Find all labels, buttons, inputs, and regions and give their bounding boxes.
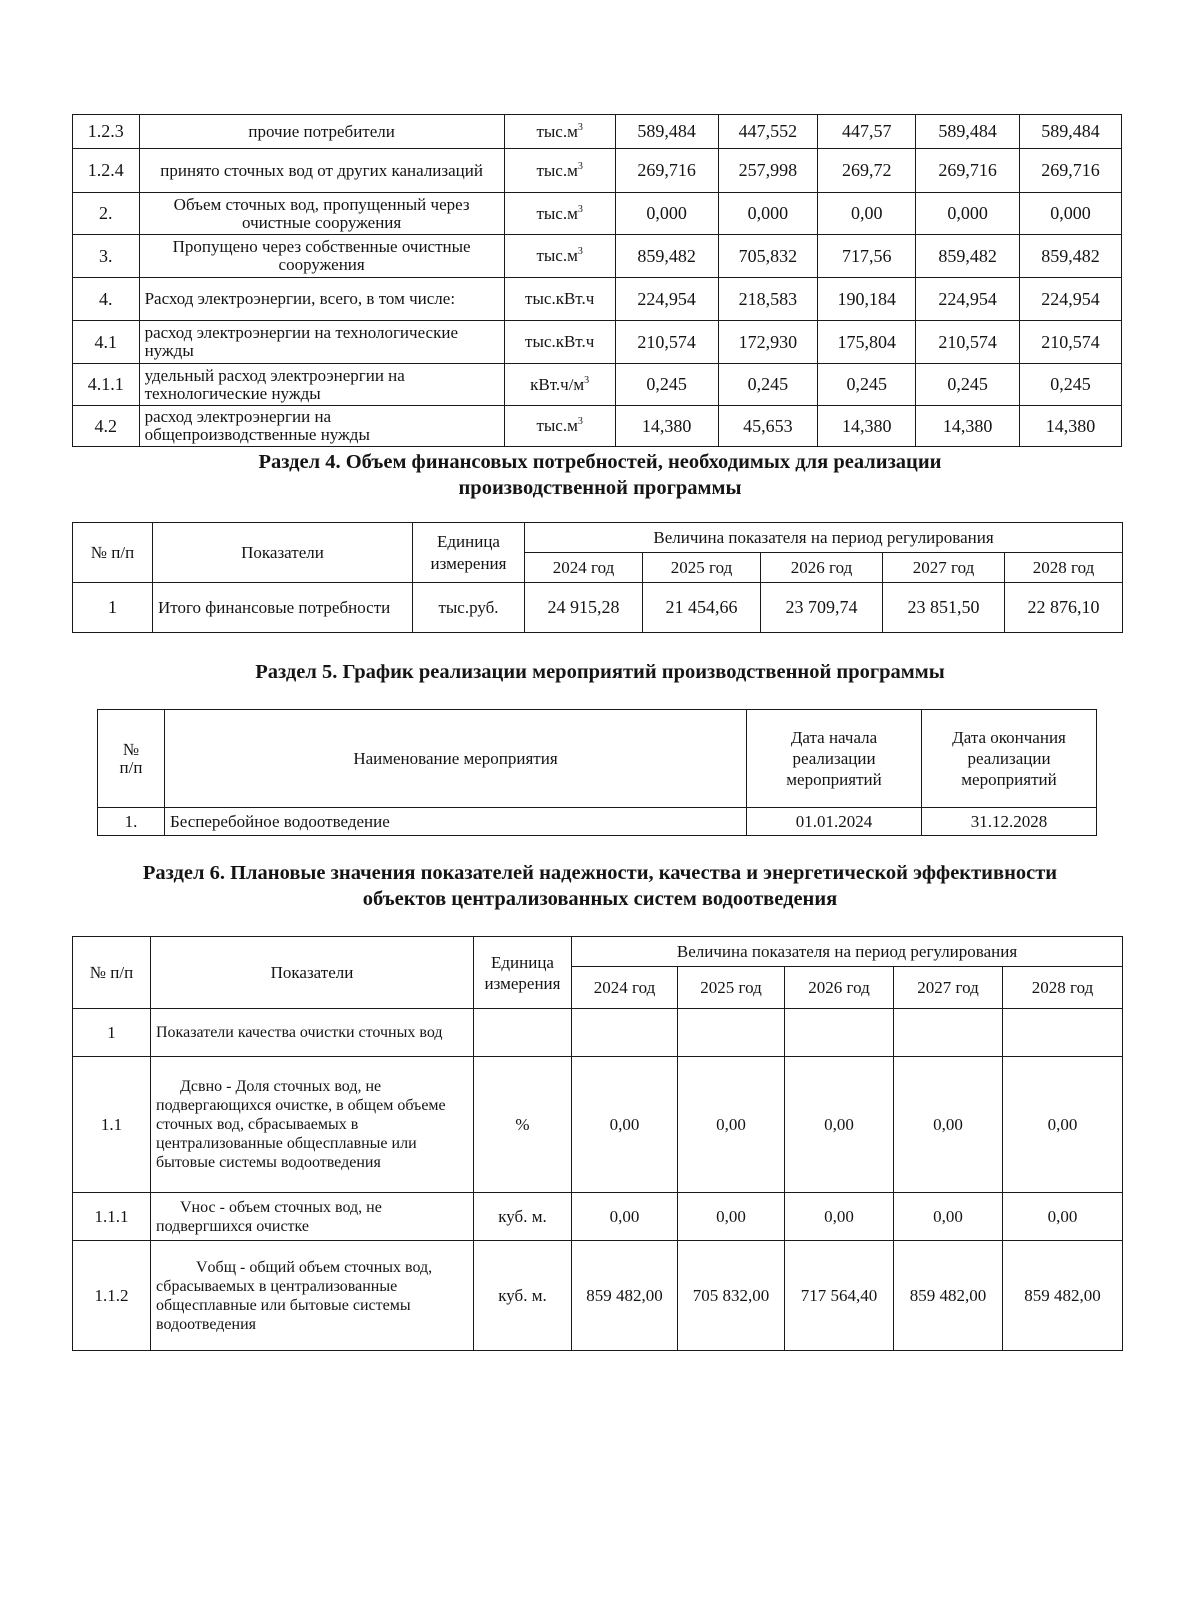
- value-cell: 0,00: [678, 1057, 785, 1193]
- col-indicator: Показатели: [153, 523, 413, 583]
- value-cell: 0,00: [894, 1193, 1003, 1241]
- col-num: № п/п: [73, 937, 151, 1009]
- row-number: 4.1: [73, 321, 140, 364]
- row-number: 4.1.1: [73, 364, 140, 406]
- indicator-name: Пропущено через собственные очистные сооружения: [139, 235, 504, 278]
- year-header: 2026 год: [761, 553, 883, 583]
- value-cell: 859,482: [1020, 235, 1122, 278]
- unit: [504, 321, 615, 364]
- table-financial-needs: [72, 522, 1123, 633]
- col-num: № п/п: [98, 710, 165, 808]
- col-start-date: Дата начала реализации мероприятий: [747, 710, 922, 808]
- value-cell: 0,245: [1020, 364, 1122, 406]
- unit: куб. м.: [474, 1241, 572, 1351]
- value-cell: 269,716: [615, 149, 718, 193]
- value-cell: 224,954: [615, 278, 718, 321]
- value-cell: 859 482,00: [894, 1241, 1003, 1351]
- indicator-name: Vнос - объем сточных вод, не подвергшихся очистке: [151, 1193, 474, 1241]
- unit-superscript: 3: [577, 203, 583, 215]
- table-row: [73, 235, 1122, 278]
- value-cell: [894, 1009, 1003, 1057]
- unit: [504, 406, 615, 447]
- unit-text: тыс.м: [536, 203, 578, 223]
- col-indicator: Показатели: [151, 937, 474, 1009]
- year-header: 2027 год: [894, 967, 1003, 1009]
- value-cell: 859 482,00: [572, 1241, 678, 1351]
- year-header: 2024 год: [572, 967, 678, 1009]
- unit: [504, 235, 615, 278]
- unit-text: тыс.м: [536, 246, 578, 265]
- value-cell: 589,484: [1020, 115, 1122, 149]
- value-cell: [1003, 1009, 1123, 1057]
- value-cell: 859,482: [615, 235, 718, 278]
- table-schedule: [97, 709, 1097, 836]
- value-cell: [572, 1009, 678, 1057]
- value-cell: [678, 1009, 785, 1057]
- unit-superscript: 3: [577, 121, 583, 133]
- col-period: Величина показателя на период регулирования: [572, 937, 1123, 967]
- value-cell: 269,716: [1020, 149, 1122, 193]
- value-cell: 172,930: [718, 321, 818, 364]
- value-cell: 447,552: [718, 115, 818, 149]
- unit-text: тыс.м: [536, 160, 578, 180]
- table-row: [73, 193, 1122, 235]
- value-cell: 705 832,00: [678, 1241, 785, 1351]
- value-cell: 14,380: [615, 406, 718, 447]
- value-cell: 14,380: [1020, 406, 1122, 447]
- value-cell: 224,954: [1020, 278, 1122, 321]
- table-row: [73, 364, 1122, 406]
- table-row: [73, 1009, 1123, 1057]
- indicator-name: удельный расход электроэнергии на технологические нужды: [139, 364, 504, 406]
- value-cell: 210,574: [916, 321, 1020, 364]
- end-date: 31.12.2028: [922, 808, 1097, 836]
- year-header: 2024 год: [525, 553, 643, 583]
- row-number: 1.2.3: [73, 115, 140, 149]
- value-cell: 210,574: [615, 321, 718, 364]
- value-cell: 224,954: [916, 278, 1020, 321]
- unit-text: тыс.кВт.ч: [525, 332, 595, 351]
- value-cell: 269,72: [818, 149, 916, 193]
- value-cell: 23 851,50: [883, 583, 1005, 633]
- start-date: 01.01.2024: [747, 808, 922, 836]
- value-cell: 0,00: [785, 1193, 894, 1241]
- indicator-name: Итого финансовые потребности: [153, 583, 413, 633]
- indicator-name: Объем сточных вод, пропущенный через очистные сооружения: [139, 193, 504, 235]
- table-row: [98, 808, 1097, 836]
- value-cell: 0,00: [894, 1057, 1003, 1193]
- value-cell: 175,804: [818, 321, 916, 364]
- value-cell: 14,380: [818, 406, 916, 447]
- value-cell: 0,000: [718, 193, 818, 235]
- year-header: 2027 год: [883, 553, 1005, 583]
- value-cell: 589,484: [916, 115, 1020, 149]
- year-header: 2028 год: [1003, 967, 1123, 1009]
- row-number: 1: [73, 1009, 151, 1057]
- value-cell: 0,245: [615, 364, 718, 406]
- value-cell: 0,000: [916, 193, 1020, 235]
- row-number: 1: [73, 583, 153, 633]
- unit: [504, 193, 615, 235]
- value-cell: 190,184: [818, 278, 916, 321]
- value-cell: 14,380: [916, 406, 1020, 447]
- value-cell: [785, 1009, 894, 1057]
- row-number: 1.2.4: [73, 149, 140, 193]
- col-period: Величина показателя на период регулирования: [525, 523, 1123, 553]
- value-cell: 705,832: [718, 235, 818, 278]
- year-header: 2026 год: [785, 967, 894, 1009]
- value-cell: 0,000: [1020, 193, 1122, 235]
- value-cell: 717 564,40: [785, 1241, 894, 1351]
- unit-superscript: 3: [577, 160, 583, 172]
- value-cell: 22 876,10: [1005, 583, 1123, 633]
- row-number: 3.: [73, 235, 140, 278]
- value-cell: 210,574: [1020, 321, 1122, 364]
- value-cell: 23 709,74: [761, 583, 883, 633]
- indicator-name: расход электроэнергии на общепроизводственные нужды: [139, 406, 504, 447]
- row-number: 4.2: [73, 406, 140, 447]
- col-unit: Единица измерения: [413, 523, 525, 583]
- value-cell: 0,00: [572, 1057, 678, 1193]
- table-row: [73, 149, 1122, 193]
- unit: [504, 149, 615, 193]
- value-cell: 447,57: [818, 115, 916, 149]
- value-cell: 0,00: [572, 1193, 678, 1241]
- value-cell: 589,484: [615, 115, 718, 149]
- event-name: Бесперебойное водоотведение: [165, 808, 747, 836]
- table-row: [73, 321, 1122, 364]
- indicator-name: расход электроэнергии на технологические нужды: [139, 321, 504, 364]
- table-row: [73, 1241, 1123, 1351]
- table-row: [73, 1193, 1123, 1241]
- year-header: 2025 год: [643, 553, 761, 583]
- year-header: 2028 год: [1005, 553, 1123, 583]
- col-name: Наименование мероприятия: [165, 710, 747, 808]
- value-cell: 0,245: [818, 364, 916, 406]
- section4-title: Раздел 4. Объем финансовых потребностей, необходимых для реализации производственной программы: [258, 451, 942, 499]
- unit: [504, 278, 615, 321]
- section6-title: Раздел 6. Плановые значения показателей надежности, качества и энергетической эффективности объектов централизованных систем водоотведения: [142, 862, 1058, 910]
- table-reliability-indicators: [72, 936, 1123, 1351]
- unit: куб. м.: [474, 1193, 572, 1241]
- unit-superscript: 3: [577, 416, 583, 427]
- row-number: 4.: [73, 278, 140, 321]
- value-cell: 0,00: [785, 1057, 894, 1193]
- value-cell: 45,653: [718, 406, 818, 447]
- table-row: [73, 278, 1122, 321]
- year-header: 2025 год: [678, 967, 785, 1009]
- table-row: [73, 406, 1122, 447]
- unit-text: тыс.м: [536, 416, 578, 435]
- section5-title: Раздел 5. График реализации мероприятий производственной программы: [255, 661, 945, 683]
- unit-text: тыс.кВт.ч: [525, 289, 595, 308]
- value-cell: 257,998: [718, 149, 818, 193]
- value-cell: 21 454,66: [643, 583, 761, 633]
- indicator-name: Показатели качества очистки сточных вод: [151, 1009, 474, 1057]
- indicator-name: принято сточных вод от других канализаций: [139, 149, 504, 193]
- unit-text: кВт.ч/м: [530, 374, 585, 394]
- value-cell: 269,716: [916, 149, 1020, 193]
- value-cell: 0,00: [818, 193, 916, 235]
- indicator-name: прочие потребители: [139, 115, 504, 149]
- value-cell: 859 482,00: [1003, 1241, 1123, 1351]
- unit-superscript: 3: [584, 374, 590, 386]
- value-cell: 24 915,28: [525, 583, 643, 633]
- row-number: 2.: [73, 193, 140, 235]
- unit: [504, 115, 615, 149]
- value-cell: 0,245: [916, 364, 1020, 406]
- value-cell: 0,00: [1003, 1057, 1123, 1193]
- table-row: [73, 1057, 1123, 1193]
- indicator-name: Дсвно - Доля сточных вод, не подвергающихся очистке, в общем объеме сточных вод, сбрасываемых в централизованные общесплавные или бытовые системы водоотведения: [151, 1057, 474, 1193]
- row-number: 1.1.1: [73, 1193, 151, 1241]
- col-num: № п/п: [73, 523, 153, 583]
- value-cell: 0,000: [615, 193, 718, 235]
- value-cell: 0,00: [1003, 1193, 1123, 1241]
- row-number: 1.1: [73, 1057, 151, 1193]
- value-cell: 859,482: [916, 235, 1020, 278]
- value-cell: 0,245: [718, 364, 818, 406]
- value-cell: 717,56: [818, 235, 916, 278]
- unit: [474, 1009, 572, 1057]
- row-number: 1.: [98, 808, 165, 836]
- unit: %: [474, 1057, 572, 1193]
- value-cell: 0,00: [678, 1193, 785, 1241]
- unit-text: тыс.м: [536, 121, 578, 141]
- indicator-name: Расход электроэнергии, всего, в том числе:: [139, 278, 504, 321]
- table-production-indicators: [72, 114, 1122, 447]
- unit: тыс.руб.: [413, 583, 525, 633]
- col-unit: Единица измерения: [474, 937, 572, 1009]
- table-row: [73, 115, 1122, 149]
- col-end-date: Дата окончания реализации мероприятий: [922, 710, 1097, 808]
- unit: [504, 364, 615, 406]
- row-number: 1.1.2: [73, 1241, 151, 1351]
- value-cell: 218,583: [718, 278, 818, 321]
- indicator-name: Vобщ - общий объем сточных вод, сбрасываемых в централизованные общесплавные или бытовые системы водоотведения: [151, 1241, 474, 1351]
- table-row: [73, 583, 1123, 633]
- unit-superscript: 3: [577, 246, 583, 257]
